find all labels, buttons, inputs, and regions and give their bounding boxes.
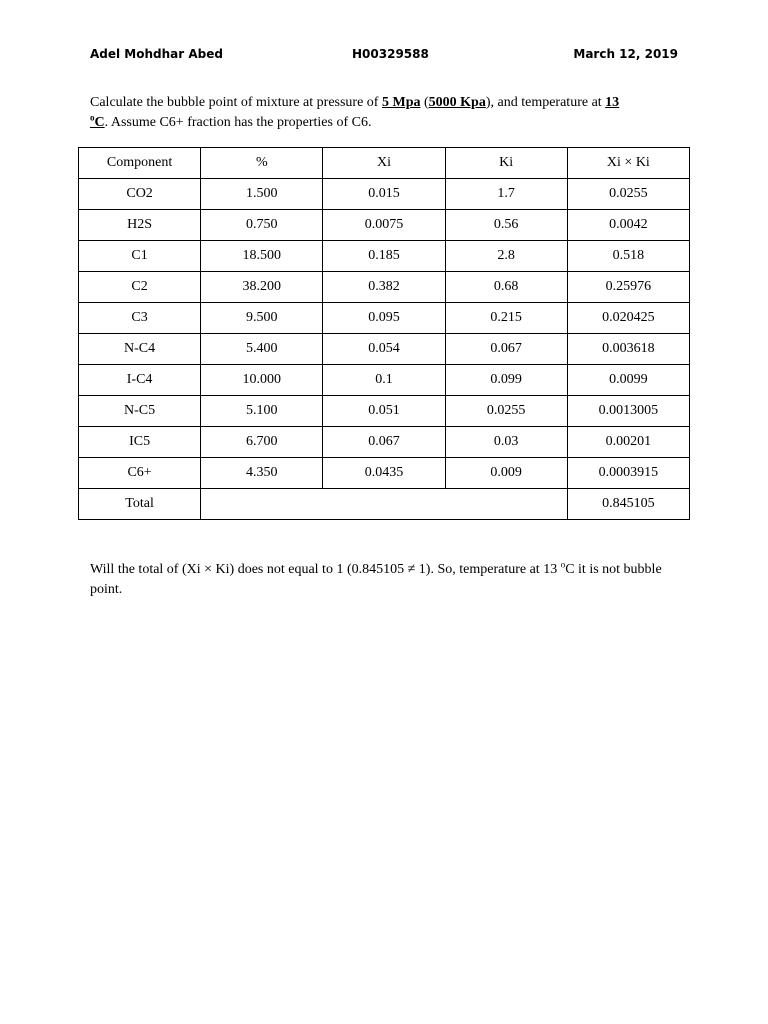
table-cell: 18.500 (201, 241, 323, 272)
table-cell: H2S (79, 210, 201, 241)
table-cell: 5.100 (201, 396, 323, 427)
author-name: Adel Mohdhar Abed (90, 47, 223, 61)
table-cell: 0.0042 (567, 210, 689, 241)
table-row (79, 272, 690, 303)
document-date: March 12, 2019 (573, 47, 678, 61)
conclusion-part: Will the total of (Xi × Ki) does not equal to 1 (0.845105 ≠ 1). So, temperature at 13 (90, 562, 561, 577)
header-cell: Xi (323, 148, 445, 179)
table-cell: 0.0255 (445, 396, 567, 427)
table-cell: 4.350 (201, 458, 323, 489)
table-cell: 1.7 (445, 179, 567, 210)
table-cell: 0.0075 (323, 210, 445, 241)
table-cell: 0.099 (445, 365, 567, 396)
page-header (90, 47, 678, 65)
table-cell: 0.015 (323, 179, 445, 210)
table-cell: C3 (79, 303, 201, 334)
table-cell: 0.067 (323, 427, 445, 458)
table-cell: 0.0013005 (567, 396, 689, 427)
total-empty-cell (201, 489, 568, 520)
total-label: Total (79, 489, 201, 520)
table-row (79, 458, 690, 489)
table-cell: 0.067 (445, 334, 567, 365)
table-cell: 0.00201 (567, 427, 689, 458)
table-cell: 0.0255 (567, 179, 689, 210)
conclusion-part: C it is not bubble point. (90, 562, 662, 597)
intro-text: ), and temperature at (485, 95, 606, 110)
table-cell: 0.0003915 (567, 458, 689, 489)
table-row (79, 365, 690, 396)
degree-sup: o (90, 112, 95, 123)
table-row (79, 427, 690, 458)
table-cell: N-C5 (79, 396, 201, 427)
table-cell: 0.03 (445, 427, 567, 458)
composition-table (78, 147, 690, 520)
intro-text: ( (420, 95, 429, 110)
table-cell: 0.020425 (567, 303, 689, 334)
header-cell: % (201, 148, 323, 179)
table-cell: C1 (79, 241, 201, 272)
table-cell: 2.8 (445, 241, 567, 272)
table-cell: 0.051 (323, 396, 445, 427)
intro-text: Calculate the bubble point of mixture at pressure of (90, 95, 382, 110)
table-cell: 0.68 (445, 272, 567, 303)
pressure-mpa: 5 Mpa (381, 95, 421, 110)
table-cell: 38.200 (201, 272, 323, 303)
table-cell: 6.700 (201, 427, 323, 458)
table-cell: 0.518 (567, 241, 689, 272)
table-cell: C2 (79, 272, 201, 303)
table-row (79, 396, 690, 427)
intro-text: . Assume C6+ fraction has the properties of C6. (104, 115, 372, 130)
temperature-unit (90, 112, 105, 130)
pressure-kpa: 5000 Kpa (428, 95, 486, 110)
table-cell: 0.56 (445, 210, 567, 241)
table-row (79, 303, 690, 334)
table-cell: 0.095 (323, 303, 445, 334)
problem-statement (90, 93, 670, 133)
total-value: 0.845105 (567, 489, 689, 520)
header-cell: Component (79, 148, 201, 179)
table-cell: 1.500 (201, 179, 323, 210)
table-header-row (79, 148, 690, 179)
header-cell: Xi × Ki (567, 148, 689, 179)
table-cell: 0.0435 (323, 458, 445, 489)
table-row (79, 179, 690, 210)
table-cell: I-C4 (79, 365, 201, 396)
table-cell: CO2 (79, 179, 201, 210)
table-cell: 0.215 (445, 303, 567, 334)
celsius-unit: C (94, 115, 105, 130)
total-row (79, 489, 690, 520)
table-cell: C6+ (79, 458, 201, 489)
table-row (79, 241, 690, 272)
table-cell: 9.500 (201, 303, 323, 334)
table-cell: 0.382 (323, 272, 445, 303)
table-cell: 0.009 (445, 458, 567, 489)
table-cell: 0.25976 (567, 272, 689, 303)
table-cell: IC5 (79, 427, 201, 458)
table-cell: 0.1 (323, 365, 445, 396)
degree-sup: o (560, 559, 566, 570)
table-cell: 5.400 (201, 334, 323, 365)
student-id: H00329588 (352, 47, 429, 61)
table-cell: 0.054 (323, 334, 445, 365)
table-row (79, 334, 690, 365)
header-cell: Ki (445, 148, 567, 179)
table-cell: 0.0099 (567, 365, 689, 396)
temperature-value: 13 (605, 95, 620, 110)
table-cell: 10.000 (201, 365, 323, 396)
table-cell: 0.003618 (567, 334, 689, 365)
conclusion-text (90, 560, 680, 600)
table-cell: N-C4 (79, 334, 201, 365)
table-row (79, 210, 690, 241)
table-cell: 0.750 (201, 210, 323, 241)
table-cell: 0.185 (323, 241, 445, 272)
